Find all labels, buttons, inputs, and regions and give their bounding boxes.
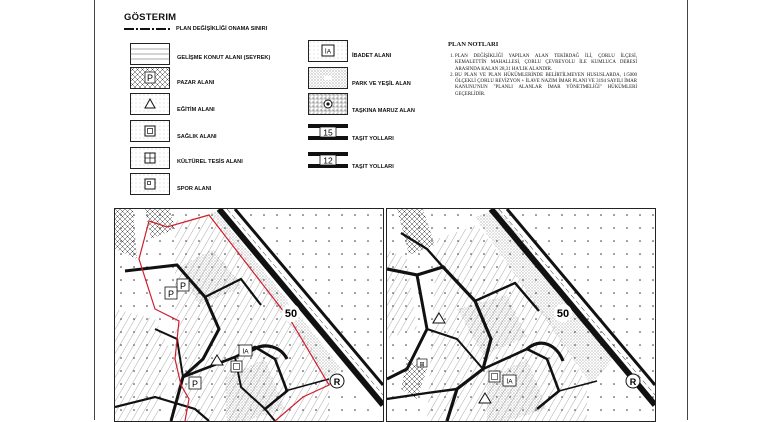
tasit-15-symbol	[308, 124, 348, 140]
ibadet-letter: İA	[324, 48, 332, 56]
saglik-symbol	[130, 120, 170, 142]
pazar-symbol	[130, 67, 170, 89]
legend-label-taskin: TAŞKINA MARUZ ALAN	[352, 108, 415, 114]
pazar-letter: P	[146, 73, 154, 83]
tasit-12-symbol	[308, 152, 348, 168]
legend-label-boundary: PLAN DEĞİŞİKLİĞİ ONAMA SINIRI	[176, 26, 268, 32]
taskin-symbol	[308, 93, 348, 115]
ibadet-symbol	[308, 40, 348, 62]
svg-text:⊞: ⊞	[419, 362, 425, 368]
konut-symbol	[130, 43, 170, 65]
map-right-ibadet: İA	[506, 378, 513, 386]
legend-label-egitim: EĞİTİM ALANI	[177, 107, 215, 113]
map-left-road-label: 50	[284, 308, 298, 320]
map-left-pazar-2: P	[167, 289, 175, 299]
map-left-pazar-3: P	[191, 379, 199, 389]
plan-map-current	[114, 208, 384, 422]
legend-label-pazar: PAZAR ALANI	[177, 80, 215, 86]
map-left-r-marker: R	[333, 377, 341, 387]
legend-label-spor: SPOR ALANI	[177, 186, 212, 192]
plan-note-2: 2. BU PLAN VE PLAN HÜKÜMLERİNDE BELİRTİLMEYEN HUSUSLARDA, 1/5000 ÖLÇEKLİ ÇORLU REVİZYON + İLAVE NAZIM İMAR PLANI VE 3194 SAYILI İMAR KANUNU'NUN "PLANLI ALANLAR İMAR YÖNETMELİĞİ" HÜKÜMLERİ GEÇERLİDİR.	[455, 73, 637, 98]
map-left-pazar-1: P	[179, 281, 187, 291]
legend-label-tasit-15: TAŞIT YOLLARI	[352, 136, 394, 142]
map-right-r-marker: R	[629, 377, 637, 387]
legend-label-saglik: SAĞLIK ALANI	[177, 134, 217, 140]
legend-title: GÖSTERIM	[124, 12, 177, 23]
plan-note-1: 1. PLAN DEĞİŞİKLİĞİ YAPILAN ALAN TEKİRDAĞ İLİ, ÇORLU İLÇESİ, KEMALETTİN MAHALLESİ, ÇORLU ÇEVREYOLU İLE KUMLUCA DERESİ ARASINDA KALAN 28,31 HA'LIK ALANDIR.	[455, 54, 637, 73]
plan-notes-list	[448, 54, 637, 98]
legend-label-park: PARK VE YEŞİL ALAN	[352, 81, 411, 87]
boundary-line-symbol	[124, 25, 172, 33]
map-left-ibadet: İA	[242, 348, 249, 356]
egitim-symbol	[130, 93, 170, 115]
tasit-12-number: 12	[323, 155, 333, 166]
legend-label-ibadet: İBADET ALANI	[352, 53, 392, 59]
kultur-symbol	[130, 147, 170, 169]
plan-notes-title: PLAN NOTLARI	[448, 41, 499, 48]
tasit-15-number: 15	[323, 127, 333, 138]
spor-symbol	[130, 173, 170, 195]
plan-map-proposed	[386, 208, 656, 422]
legend-label-tasit-12: TAŞIT YOLLARI	[352, 164, 394, 170]
legend-label-konut: GELİŞME KONUT ALANI (SEYREK)	[177, 55, 271, 61]
map-right-road-label: 50	[556, 308, 570, 320]
legend-label-kultur: KÜLTÜREL TESİS ALANI	[177, 159, 243, 165]
park-symbol	[308, 67, 348, 89]
